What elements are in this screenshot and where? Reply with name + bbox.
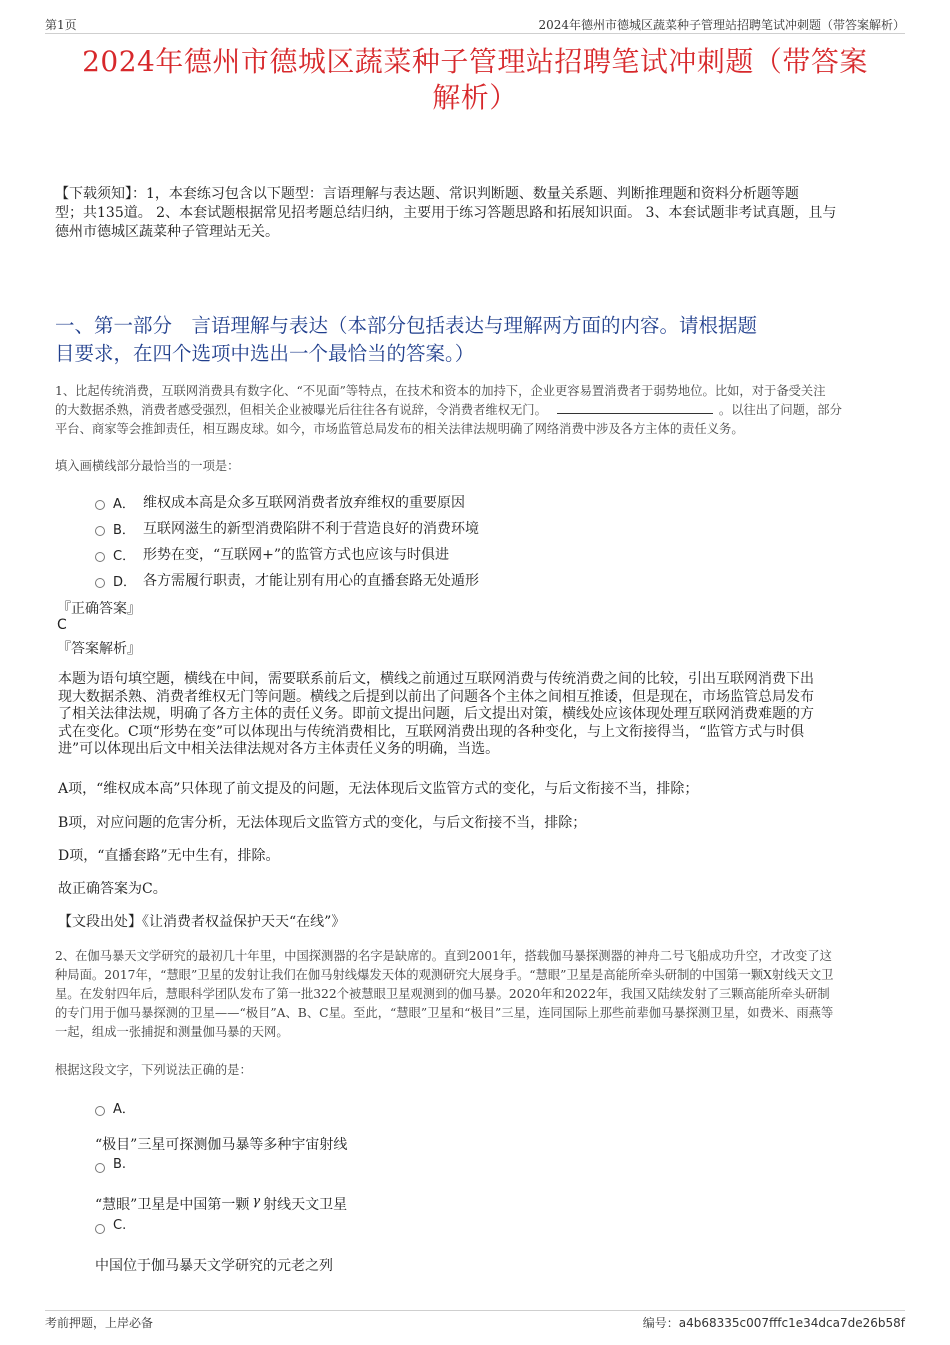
question-text-line: 星。在发射四年后，慧眼科学团队发布了第一批322个被慧眼卫星观测到的伽马暴。2020年和2022年，我国又陆续发射了三颗高能所牵头研制 (55, 987, 830, 1001)
q1-option-b[interactable]: B． 互联网滋生的新型消费陷阱不利于营造良好的消费环境 (95, 518, 479, 538)
notice-line: 型；共135道。 2、本套试题根据常见招考题总结归纳，主要用于练习答题思路和拓展知识面。 3、本套试题非考试真题，且与 (55, 205, 837, 221)
passage-source: 【文段出处】《让消费者权益保护天天“在线”》 (58, 914, 346, 930)
radio-icon[interactable] (95, 526, 105, 536)
analysis-option-b: B项，对应问题的危害分析，无法体现后文监管方式的变化，与后文衔接不当，排除； (58, 815, 587, 831)
question-2-stem (55, 947, 900, 1042)
analysis-line: 进”可以体现出后文中相关法律法规对各方主体责任义务的明确，当选。 (58, 741, 500, 757)
question-text-line: 2、在伽马暴天文学研究的最初几十年里，中国探测器的名字是缺席的。直到2001年，搭载伽马暴探测器的神舟二号飞船成功升空，才改变了这 (55, 949, 832, 963)
footer-slogan: 考前押题，上岸必备 (45, 1316, 154, 1330)
analysis-option-d: D项，“直播套路”无中生有，排除。 (58, 848, 280, 864)
question-1-stem (55, 382, 900, 439)
question-text-line: 的专门用于伽马暴探测的卫星——“极目”A、B、C星。至此，“慧眼”卫星和“极目”三星，连同国际上那些前辈伽马暴探测卫星，如费米、雨燕等 (55, 1006, 834, 1020)
radio-icon[interactable] (95, 1106, 105, 1116)
question-text-line: 1、比起传统消费，互联网消费具有数字化、“不见面”等特点，在技术和资本的加持下，企业更容易置消费者于弱势地位。比如，对于备受关注 (55, 384, 826, 398)
question-1-prompt: 填入画横线部分最恰当的一项是： (55, 459, 240, 473)
section-heading (55, 312, 895, 368)
analysis-line: 现大数据杀熟、消费者维权无门等问题。横线之后提到以前出了问题各个主体之间相互推诿，但是现在，市场监管总局发布 (58, 688, 814, 705)
question-text-line: 种局面。2017年，“慧眼”卫星的发射让我们在伽马射线爆发天体的观测研究大展身手。“慧眼”卫星是高能所牵头研制的中国第一颗X射线天文卫 (55, 968, 834, 982)
page-title (50, 44, 900, 116)
question-text-line: 一起，组成一张捕捉和测量伽马暴的天网。 (55, 1025, 289, 1039)
q2-option-c[interactable]: C. (95, 1218, 126, 1233)
question-text-line: 的大数据杀熟，消费者感受强烈，但相关企业被曝光后往往各有说辞，令消费者维权无门。 。以往出了问题，部分 (55, 403, 842, 417)
answer-analysis-label: 『答案解析』 (57, 641, 141, 657)
q1-option-d[interactable]: D． 各方需履行职责，才能让别有用心的直播套路无处遁形 (95, 570, 479, 590)
question-2-prompt: 根据这段文字，下列说法正确的是： (55, 1063, 252, 1077)
footer-divider (45, 1310, 905, 1311)
footer-doc-code: 编号：a4b68335c007fffc1e34dca7de26b58f (642, 1316, 905, 1330)
section-heading-line: 目要求，在四个选项中选出一个最恰当的答案。） (55, 342, 475, 365)
notice-line: 德州市德城区蔬菜种子管理站无关。 (55, 224, 279, 240)
section-heading-line: 一、第一部分 言语理解与表达（本部分包括表达与理解两方面的内容。请根据题 (55, 314, 758, 337)
q1-option-c[interactable]: C． 形势在变，“互联网+”的监管方式也应该与时俱进 (95, 544, 449, 564)
answer-analysis (58, 671, 898, 759)
correct-answer-label: 『正确答案』 (57, 601, 141, 617)
q2-option-c-text: 中国位于伽马暴天文学研究的元老之列 (95, 1258, 333, 1274)
page-title-line1: 2024年德州市德城区蔬菜种子管理站招聘笔试冲刺题（带答案 (82, 45, 868, 78)
q1-option-a[interactable]: A． 维权成本高是众多互联网消费者放弃维权的重要原因 (95, 492, 465, 512)
analysis-conclusion: 故正确答案为C。 (58, 881, 167, 897)
q2-option-b[interactable]: B. (95, 1157, 126, 1172)
radio-icon[interactable] (95, 500, 105, 510)
gamma-symbol: γ (252, 1194, 261, 1209)
question-text-line: 平台、商家等会推卸责任，相互踢皮球。如今，市场监管总局发布的相关法律法规明确了网络消费中涉及各方主体的责任义务。 (55, 422, 744, 436)
running-header-title: 2024年德州市德城区蔬菜种子管理站招聘笔试冲刺题（带答案解析） (538, 18, 905, 32)
download-notice (55, 185, 900, 242)
radio-icon[interactable] (95, 1224, 105, 1234)
radio-icon[interactable] (95, 1163, 105, 1173)
q2-option-b-text: “慧眼”卫星是中国第一颗 γ 射线天文卫星 (95, 1194, 348, 1213)
header-divider (45, 33, 905, 34)
q2-option-a-text: “极目”三星可探测伽马暴等多种宇宙射线 (95, 1137, 348, 1153)
q2-option-a[interactable]: A． (95, 1098, 135, 1117)
analysis-line: 式在变化。C项“形势在变”可以体现出与传统消费相比，互联网消费出现的各种变化，与上文衔接得当，“监管方式与时俱 (58, 723, 805, 740)
radio-icon[interactable] (95, 552, 105, 562)
analysis-line: 了相关法律法规，明确了各方主体的责任义务。即前文提出问题，后文提出对策，横线处应该体现处理互联网消费难题的方 (58, 706, 814, 722)
analysis-option-a: A项，“维权成本高”只体现了前文提及的问题，无法体现后文监管方式的变化，与后文衔接不当，排除； (58, 781, 699, 797)
radio-icon[interactable] (95, 578, 105, 588)
analysis-line: 本题为语句填空题，横线在中间，需要联系前后文，横线之前通过互联网消费与传统消费之间的比较，引出互联网消费下出 (58, 671, 814, 687)
page-number: 第1页 (45, 18, 77, 32)
page-title-line2: 解析） (432, 81, 518, 114)
fill-in-blank (557, 401, 713, 414)
correct-answer: C (57, 617, 67, 633)
notice-line: 【下载须知】：1，本套练习包含以下题型：言语理解与表达题、常识判断题、数量关系题、判断推理题和资料分析题等题 (55, 186, 799, 202)
